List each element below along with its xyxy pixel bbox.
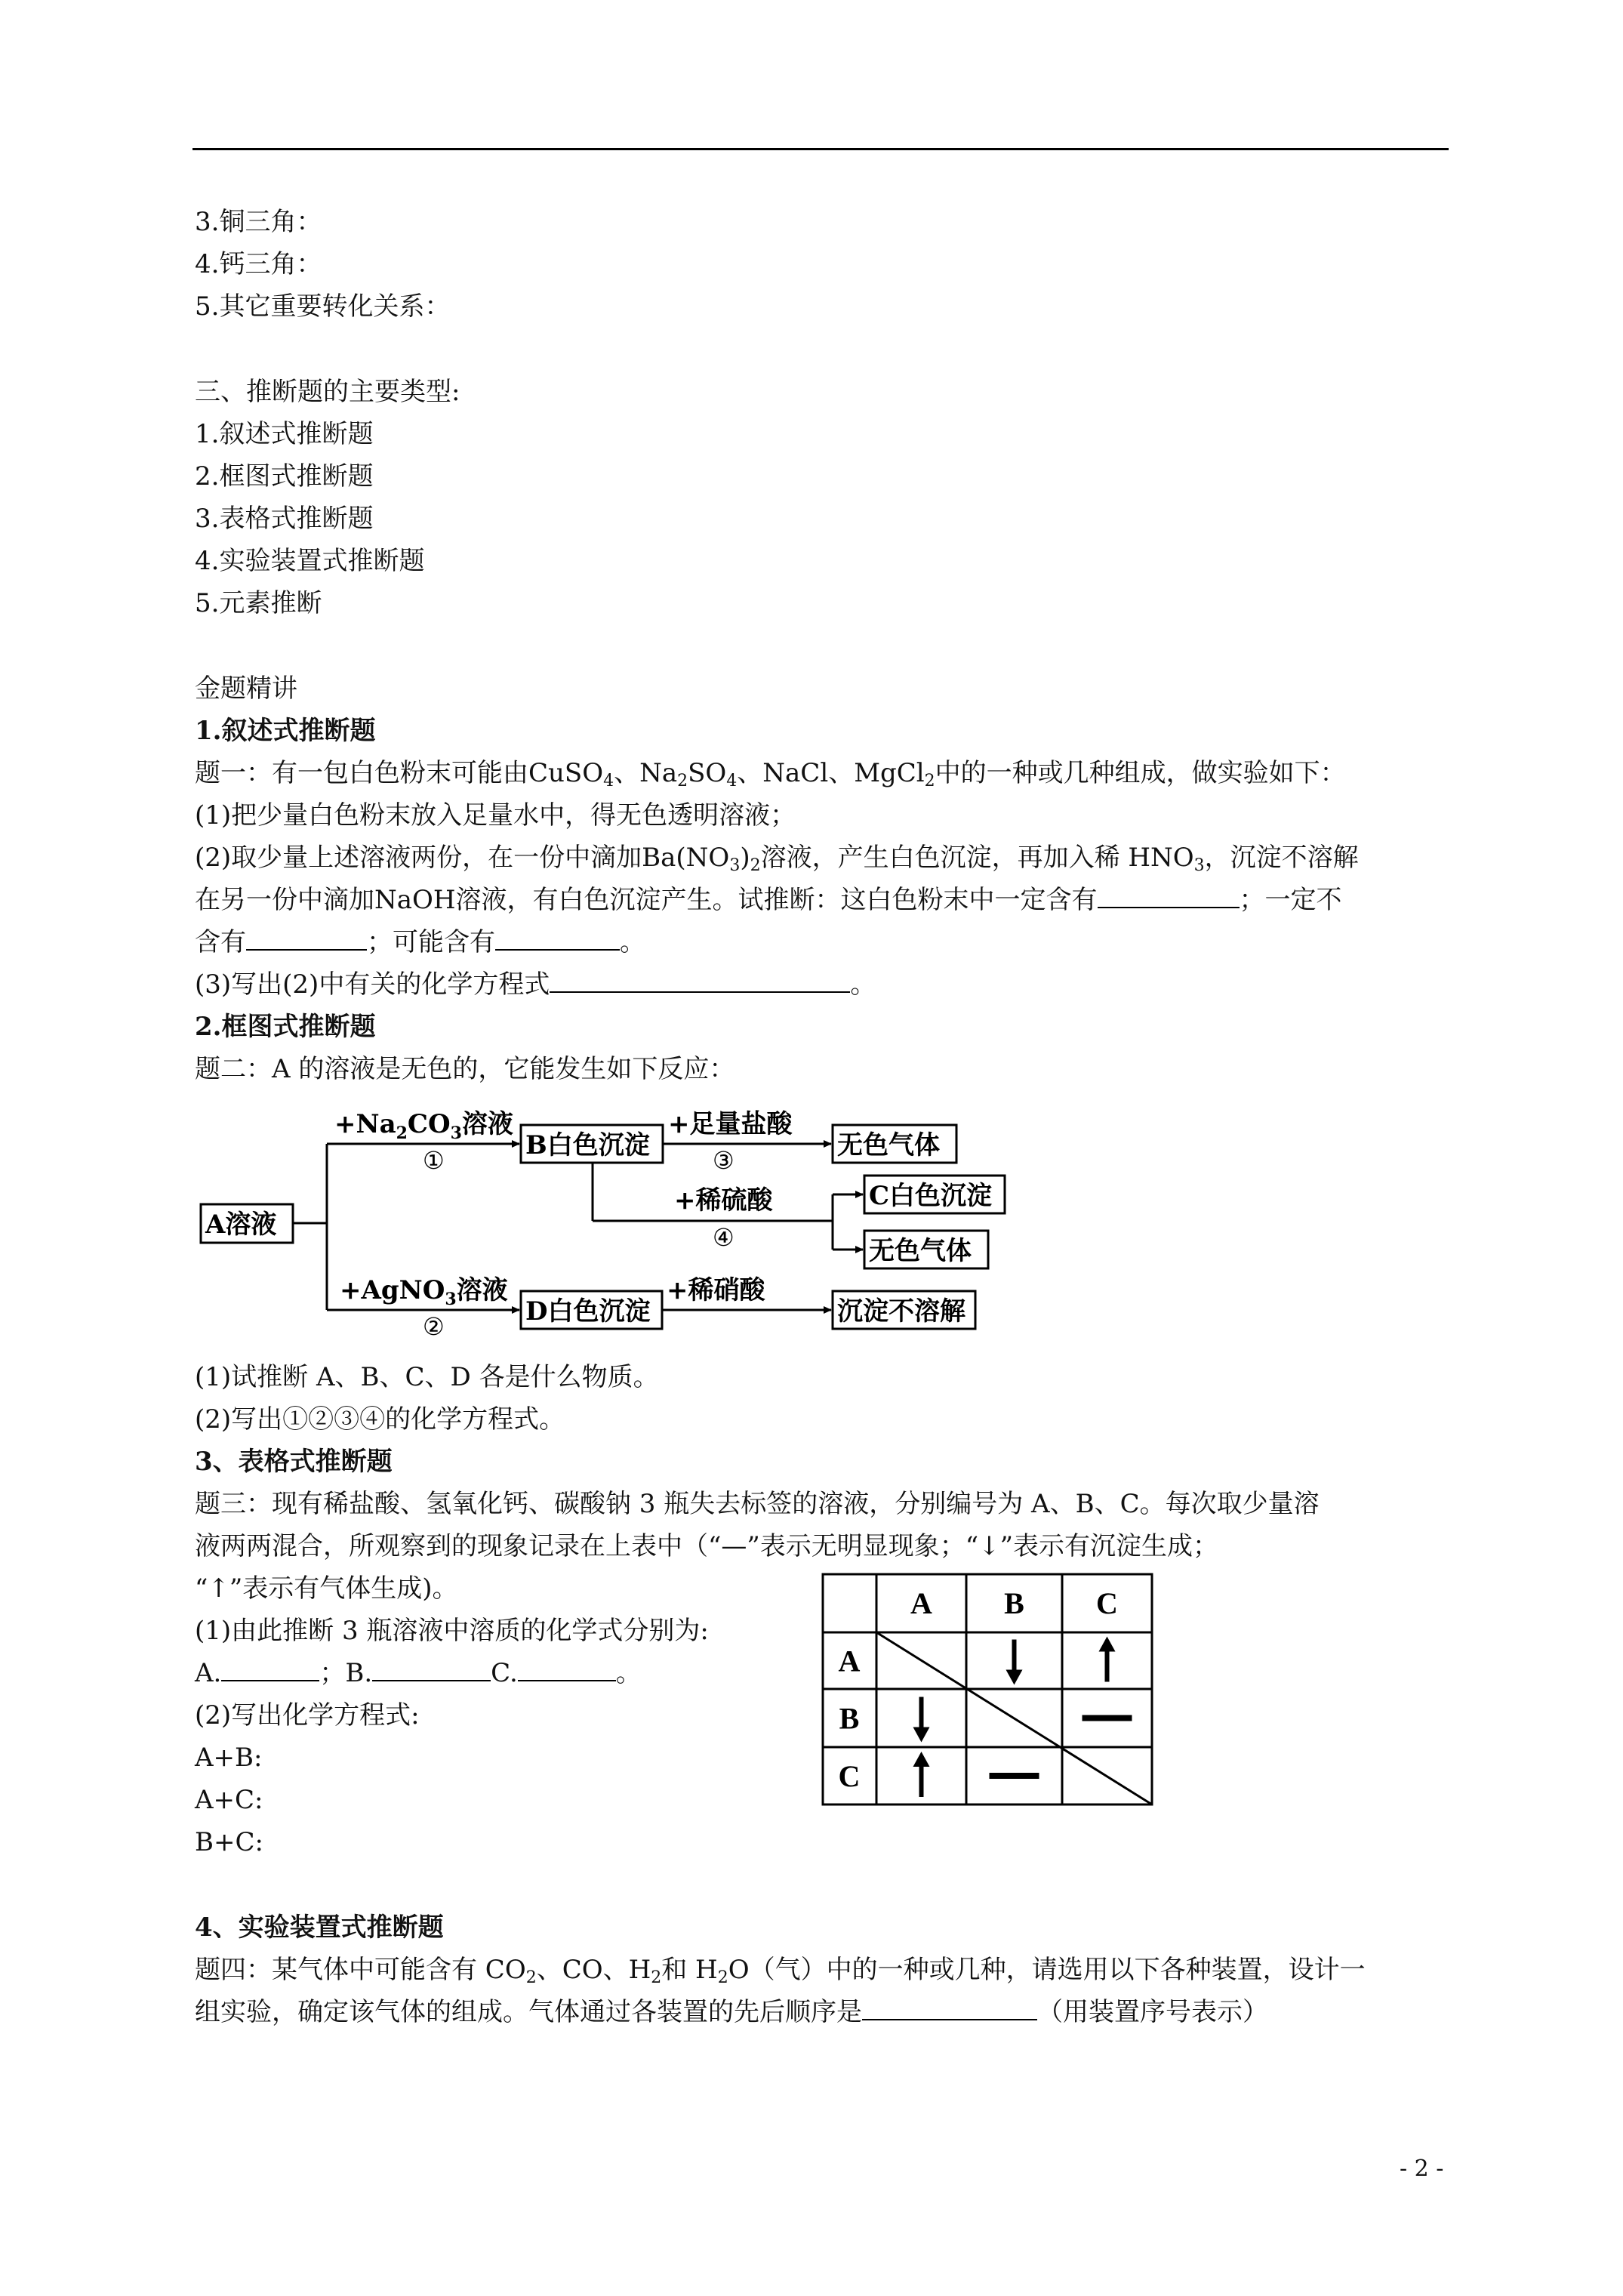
q1-step3: (3)写出(2)中有关的化学方程式 。 — [195, 969, 876, 1000]
q3-text-1: 题三：现有稀盐酸、氢氧化钙、碳酸钠 3 瓶失去标签的溶液，分别编号为 A、B、C。每次取少量溶 — [195, 1489, 1320, 1519]
answer-blank[interactable] — [518, 1657, 616, 1681]
label-insoluble: 沉淀不溶解 — [837, 1296, 965, 1327]
type-item: 2.框图式推断题 — [195, 461, 374, 492]
q3-text-3: “↑”表示有气体生成)。 — [195, 1573, 458, 1604]
precipitate-down-arrow-icon — [913, 1697, 930, 1743]
section-three-heading: 三、推断题的主要类型: — [195, 377, 460, 407]
q3-answers-line: A. ；B. C. 。 — [195, 1658, 642, 1688]
answer-blank[interactable] — [372, 1657, 491, 1681]
q2-heading: 2.框图式推断题 — [195, 1012, 376, 1042]
q1-step2-cont: 在另一份中滴加NaOH溶液，有白色沉淀产生。试推断：这白色粉末中一定含有 ；一定不 — [195, 885, 1342, 915]
q2-question-2: (2)写出①②③④的化学方程式。 — [195, 1404, 565, 1435]
q1-intro: 题一：有一包白色粉末可能由CuSO$_4$、$Na_2SO_4$、NaCl、MgCl$_2$中的一种或几种组成，做实验如下： — [195, 758, 1346, 791]
row-header: B — [839, 1701, 860, 1736]
q4-text-2: 组实验，确定该气体的组成。气体通过各装置的先后顺序是 （用装置序号表示） — [195, 1997, 1268, 2027]
jinti-heading: 金题精讲 — [195, 673, 297, 704]
answer-blank[interactable] — [862, 1996, 1037, 2020]
type-item: 3.表格式推断题 — [195, 504, 374, 534]
q1-step1: (1)把少量白色粉末放入足量水中，得无色透明溶液； — [195, 800, 796, 831]
column-header: B — [1004, 1586, 1024, 1620]
label-gas-2: 无色气体 — [869, 1236, 972, 1266]
step-1-marker: ① — [423, 1146, 445, 1175]
gas-up-arrow-icon — [913, 1752, 930, 1797]
q1-step2-cont2: 含有 ；可能含有 。 — [195, 927, 645, 957]
step-4-marker: ④ — [713, 1223, 735, 1252]
gas-up-arrow-icon — [1099, 1637, 1116, 1682]
label-gas-1: 无色气体 — [837, 1130, 940, 1160]
reagent-h2so4: +稀硫酸 — [674, 1185, 773, 1216]
q2-question-1: (1)试推断 A、B、C、D 各是什么物质。 — [195, 1362, 659, 1392]
label-d-precipitate: D白色沉淀 — [525, 1296, 651, 1327]
row-header: A — [838, 1644, 861, 1678]
type-item: 5.元素推断 — [195, 588, 322, 618]
column-header: A — [910, 1586, 932, 1620]
step-3-marker: ③ — [713, 1146, 735, 1175]
calcium-triangle-line: 4.钙三角： — [195, 249, 322, 279]
precipitate-down-arrow-icon — [1006, 1640, 1023, 1685]
q3-equation-ac: A+C: — [195, 1785, 263, 1815]
page-number: - 2 - — [1400, 2156, 1444, 2182]
type-item: 4.实验装置式推断题 — [195, 546, 425, 576]
q1-heading: 1.叙述式推断题 — [195, 716, 376, 746]
other-conversions-line: 5.其它重要转化关系： — [195, 291, 451, 322]
q3-heading: 3、表格式推断题 — [195, 1447, 393, 1477]
q3-sub-question-1: (1)由此推断 3 瓶溶液中溶质的化学式分别为: — [195, 1616, 709, 1646]
row-header: C — [838, 1759, 861, 1793]
q3-equation-ab: A+B: — [195, 1743, 263, 1773]
q4-text-1: 题四：某气体中可能含有 $CO_2$、CO、$H_2$和 $H_2O$（气）中的一种或几种，请选用以下各种装置，设计一 — [195, 1955, 1366, 1987]
mixing-results-table — [819, 1570, 1159, 1812]
step-2-marker: ② — [423, 1312, 445, 1341]
q1-step2: (2)取少量上述溶液两份，在一份中滴加$Ba(NO_3)_2$溶液，产生白色沉淀，再加入稀 $HNO_3$，沉淀不溶解 — [195, 843, 1359, 875]
q3-equation-bc: B+C: — [195, 1827, 263, 1857]
reagent-na2co3: $+Na_2CO_3$溶液 — [334, 1109, 513, 1143]
reagent-hno3: +稀硝酸 — [667, 1275, 765, 1305]
copper-triangle-line: 3.铜三角： — [195, 207, 322, 237]
no-change-mark — [990, 1773, 1039, 1779]
reagent-agno3: +AgNO$_3$溶液 — [340, 1275, 508, 1309]
reagent-hcl: +足量盐酸 — [668, 1109, 793, 1139]
q3-sub-question-2: (2)写出化学方程式: — [195, 1700, 420, 1730]
q4-heading: 4、实验装置式推断题 — [195, 1912, 444, 1943]
column-header: C — [1096, 1586, 1118, 1620]
type-item: 1.叙述式推断题 — [195, 419, 374, 449]
q2-intro: 题二：A 的溶液是无色的，它能发生如下反应： — [195, 1054, 735, 1084]
label-a-solution: A溶液 — [205, 1210, 277, 1240]
label-c-precipitate: C白色沉淀 — [869, 1181, 993, 1211]
answer-blank[interactable] — [221, 1657, 319, 1681]
no-change-mark — [1083, 1715, 1132, 1721]
q3-text-2: 液两两混合，所观察到的现象记录在上表中（“—”表示无明显现象；“↓”表示有沉淀生成； — [195, 1531, 1219, 1561]
label-b-precipitate: B白色沉淀 — [525, 1130, 650, 1160]
